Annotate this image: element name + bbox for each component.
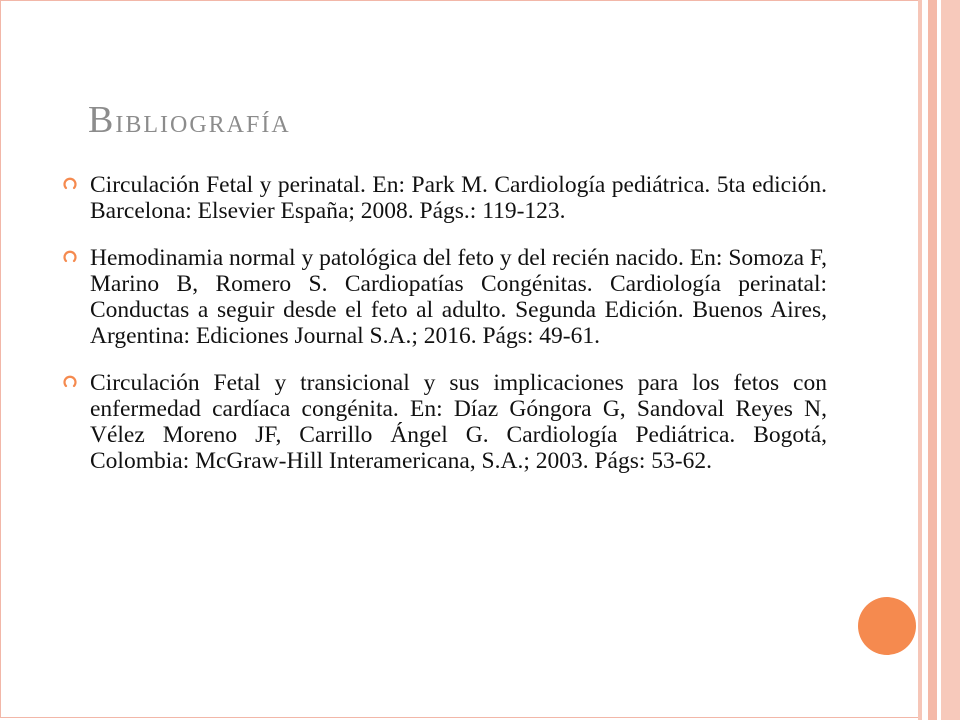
slide-title xyxy=(88,100,291,142)
orange-circle-icon xyxy=(858,597,916,655)
title-initial: B xyxy=(88,99,116,141)
reference-item xyxy=(62,370,827,474)
reference-text: Circulación Fetal y perinatal. En: Park M. Cardiología pediátrica. 5ta edición. Barcelona: Elsevier España; 2008. Págs.: 119-123. xyxy=(90,172,827,224)
decorative-stripes xyxy=(918,0,960,720)
reference-item xyxy=(62,245,827,349)
ring-bullet-icon xyxy=(62,374,78,390)
title-rest: ibliografía xyxy=(115,103,291,140)
reference-text: Circulación Fetal y transicional y sus implicaciones para los fetos con enfermedad cardíaca congénita. En: Díaz Góngora G, Sandoval Reyes N, Vélez Moreno JF, Carrillo Ángel G. Cardiología Pediátrica. Bogotá, Colombia: McGraw-Hill Interamericana, S.A.; 2003. Págs: 53-62. xyxy=(90,370,827,474)
reference-list xyxy=(62,172,827,495)
reference-item xyxy=(62,172,827,224)
ring-bullet-icon xyxy=(62,176,78,192)
ring-bullet-icon xyxy=(62,249,78,265)
reference-text: Hemodinamia normal y patológica del feto y del recién nacido. En: Somoza F, Marino B, Romero S. Cardiopatías Congénitas. Cardiología perinatal: Conductas a seguir desde el feto al adulto. Segunda Edición. Buenos Aires, Argentina: Ediciones Journal S.A.; 2016. Págs: 49-61. xyxy=(90,245,827,349)
